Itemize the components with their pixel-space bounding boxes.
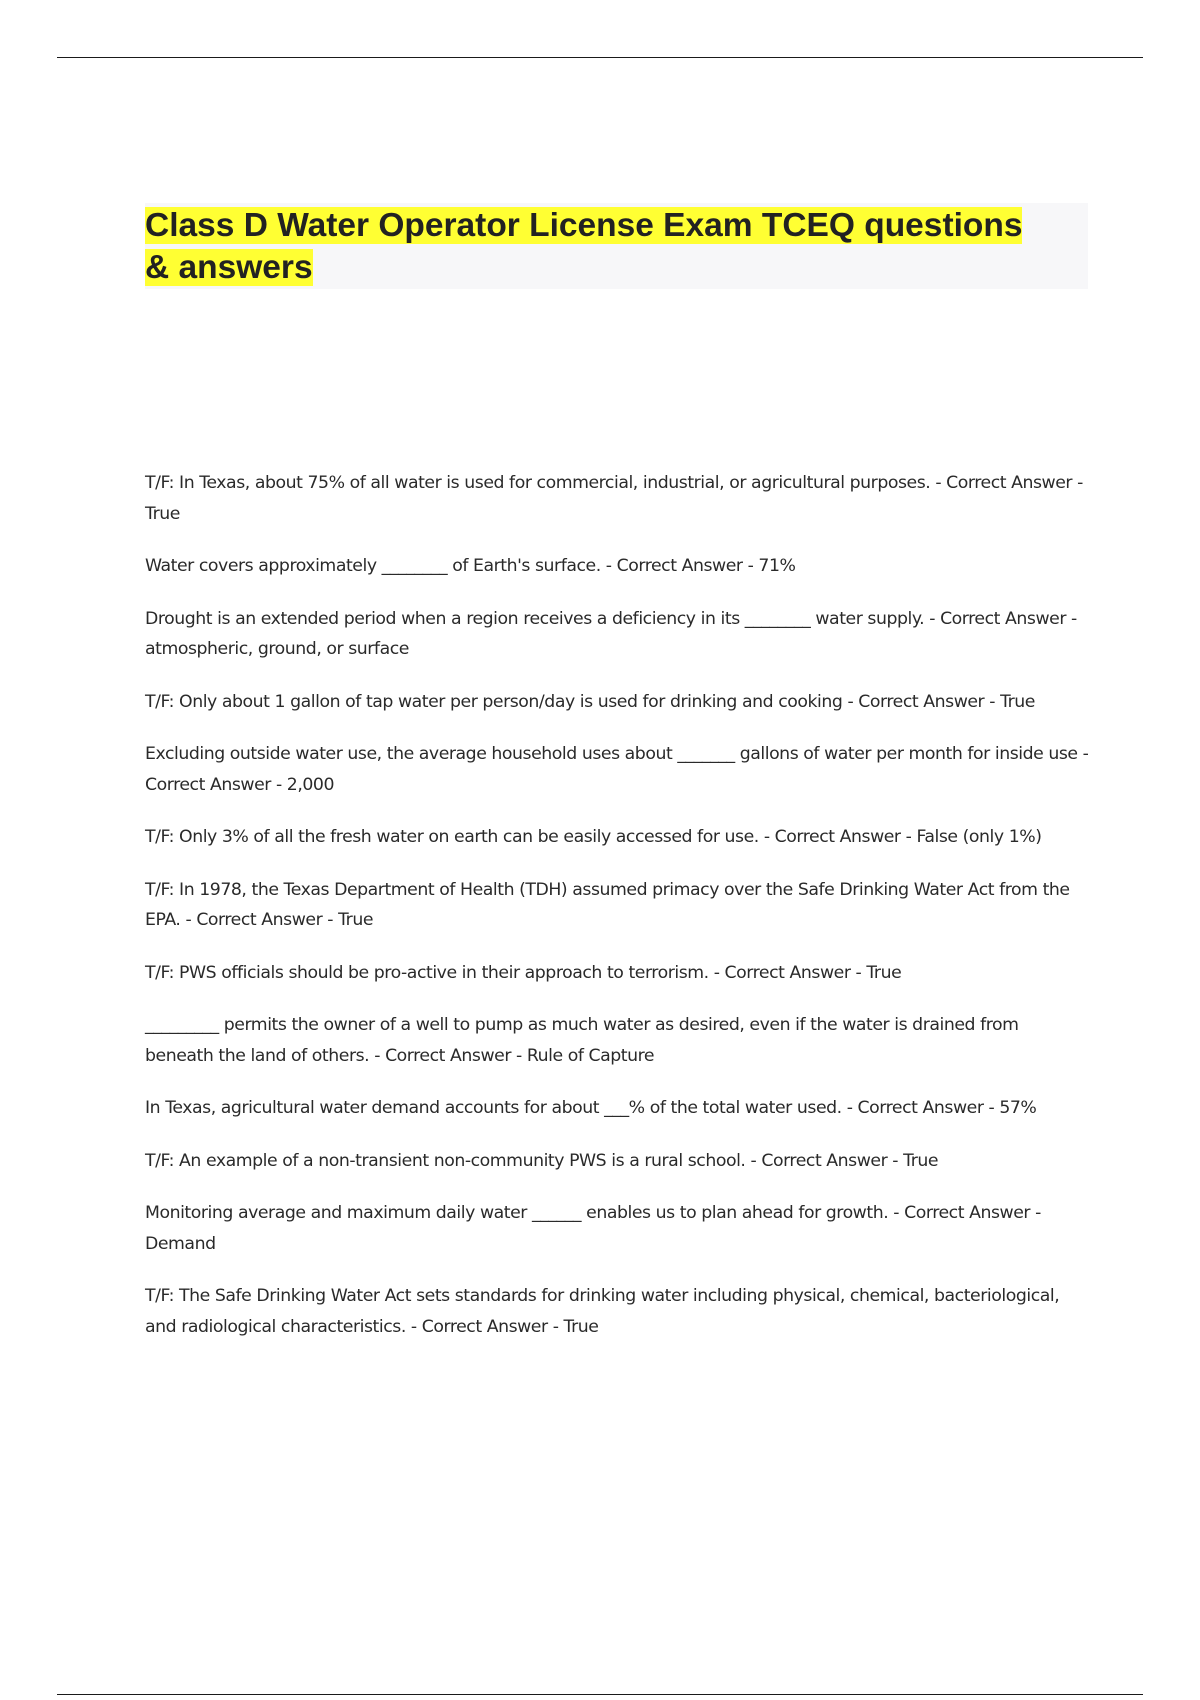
qa-item: Excluding outside water use, the average household uses about _______ gallons of water per month for inside use - Correct Answer - 2,000 bbox=[145, 744, 1089, 795]
qa-item: T/F: In 1978, the Texas Department of Health (TDH) assumed primacy over the Safe Drinking Water Act from the EPA. - Correct Answer - True bbox=[145, 879, 1070, 930]
qa-item: T/F: Only about 1 gallon of tap water per person/day is used for drinking and cooking - Correct Answer - True bbox=[145, 691, 1035, 712]
qa-item: Water covers approximately ________ of Earth's surface. - Correct Answer - 71% bbox=[145, 556, 796, 576]
qa-item: T/F: Only 3% of all the fresh water on earth can be easily accessed for use. - Correct Answer - False (only 1%) bbox=[145, 827, 1042, 847]
qa-item: T/F: An example of a non-transient non-community PWS is a rural school. - Correct Answer - True bbox=[145, 1150, 939, 1171]
qa-item: Drought is an extended period when a region receives a deficiency in its ________ water supply. - Correct Answer - atmospheric, ground, or surface bbox=[145, 608, 1077, 659]
document-title bbox=[145, 205, 1045, 289]
title-box bbox=[145, 203, 1088, 289]
qa-item: _________ permits the owner of a well to pump as much water as desired, even if the water is drained from beneath the land of others. - Correct Answer - Rule of Capture bbox=[145, 1015, 1019, 1066]
document-title-text: Class D Water Operator License Exam TCEQ questions & answers bbox=[145, 207, 1023, 286]
qa-item: T/F: In Texas, about 75% of all water is used for commercial, industrial, or agricultural purposes. - Correct Answer - True bbox=[145, 473, 1083, 524]
bottom-rule bbox=[57, 1694, 1143, 1695]
qa-item: Monitoring average and maximum daily water ______ enables us to plan ahead for growth. - Correct Answer - Demand bbox=[145, 1203, 1041, 1254]
qa-item: T/F: PWS officials should be pro-active in their approach to terrorism. - Correct Answer - True bbox=[145, 962, 902, 983]
qa-item: T/F: The Safe Drinking Water Act sets standards for drinking water including physical, chemical, bacteriological, and radiological characteristics. - Correct Answer - True bbox=[145, 1286, 1060, 1337]
top-rule bbox=[57, 57, 1143, 58]
qa-item: In Texas, agricultural water demand accounts for about ___% of the total water used. - Correct Answer - 57% bbox=[145, 1098, 1037, 1118]
qa-list bbox=[145, 468, 1090, 1364]
